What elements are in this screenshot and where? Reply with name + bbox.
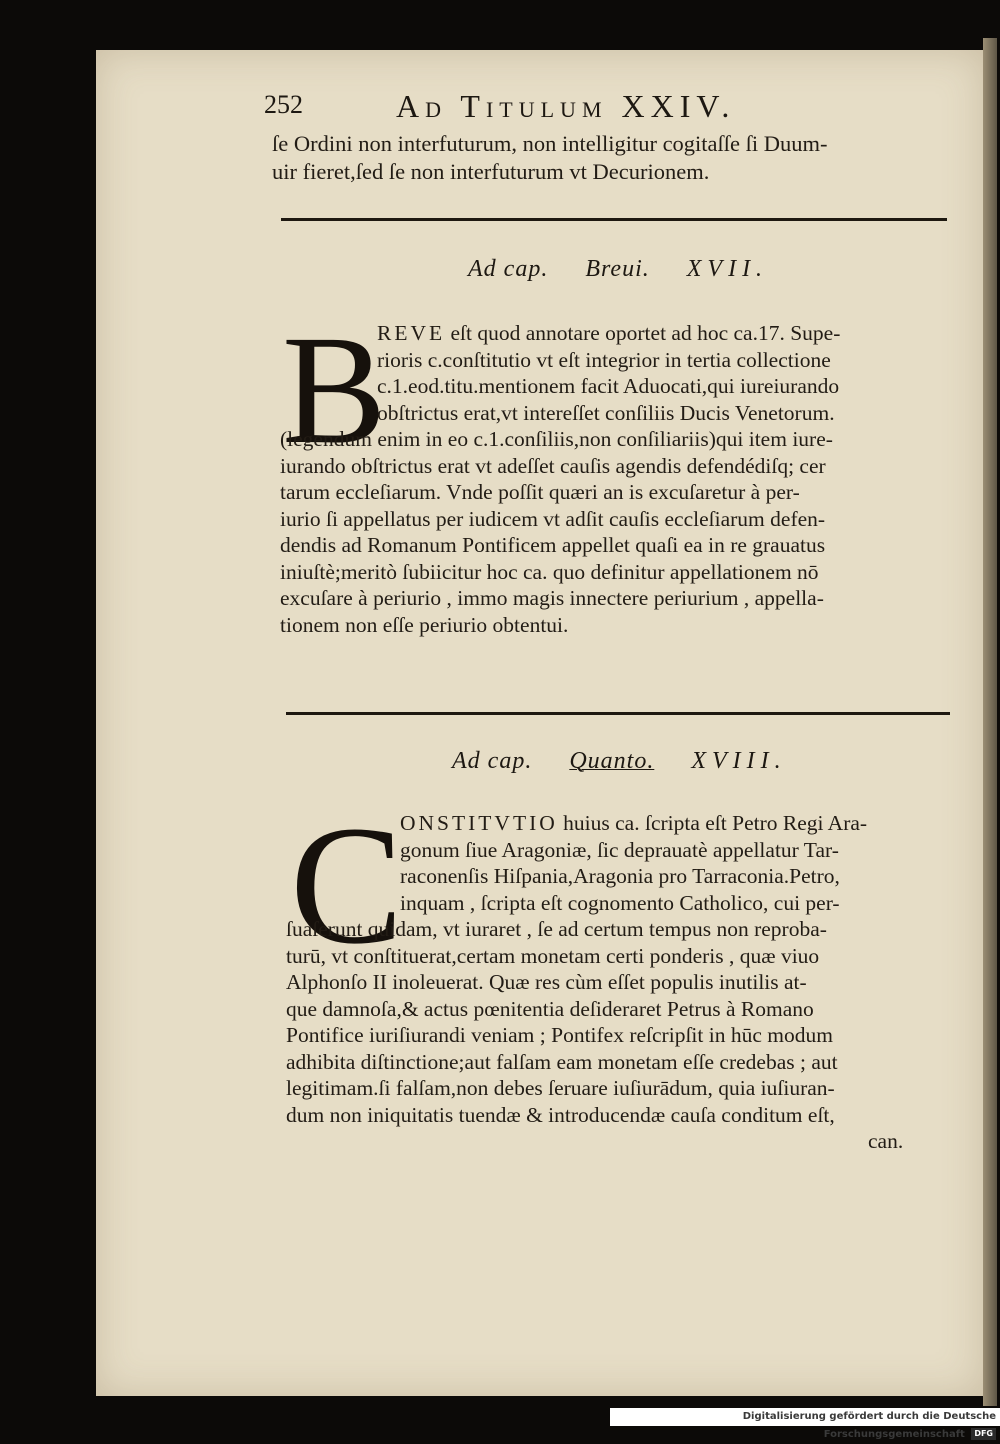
running-title: Ad Titulum XXIV. <box>396 88 736 124</box>
heading-ad-cap: Ad cap. <box>452 748 533 774</box>
section1-body-full <box>280 426 833 638</box>
section2-body <box>400 810 867 916</box>
text-line: inquam , ſcripta eſt cognomento Catholico, cui per- <box>400 890 840 915</box>
text-line: (legendum enim in eo c.1.conſiliis,non conſiliariis)qui item iure- <box>280 427 833 451</box>
text-line: Alphonſo II inoleuerat. Quæ res cùm eſſet populis inutilis at- <box>286 970 807 994</box>
section-rule <box>281 218 947 221</box>
text-line: iurando obſtrictus erat vt adeſſet cauſis agendis defendédiſq; cer <box>280 453 826 478</box>
text-line: dendis ad Romanum Pontificem appellet quaſi ea in re grauatus <box>280 533 826 557</box>
text-line: REVE eſt quod annotare oportet ad hoc ca.17. Supe- <box>377 321 841 345</box>
text-line: ſuaſerunt quidam, vt iuraret , ſe ad certum tempus non reproba- <box>286 917 827 941</box>
drop-cap: B <box>282 303 387 476</box>
text-line: uir fieret,ſed ſe non interfuturum vt Decurionem. <box>272 159 710 184</box>
text-line: excuſare à periurio , immo magis innectere periurium , appella- <box>280 586 824 610</box>
drop-cap: C <box>290 791 404 979</box>
heading-title: Breui. <box>585 256 650 282</box>
page-number: 252 <box>264 90 303 119</box>
heading-title: Quanto. <box>569 748 655 774</box>
digitization-footer <box>610 1408 1000 1440</box>
text-line: adhibita diſtinctione;aut falſam eam monetam eſſe credebas ; aut <box>286 1049 838 1074</box>
text-line: Pontifice iuriſiurandi veniam ; Pontifex reſcripſit in hūc modum <box>286 1023 833 1047</box>
text-line: raconenſis Hiſpania,Aragonia pro Tarraconia.Petro, <box>400 864 840 888</box>
page-header <box>96 90 983 134</box>
section1-body <box>377 320 840 426</box>
heading-chapter-number: XVII. <box>686 256 769 282</box>
text-line: rioris c.conſtitutio vt eſt integrior in tertia collectione <box>377 347 831 372</box>
section-heading <box>452 748 787 775</box>
footer-text: Digitalisierung gefördert durch die Deutsche Forschungsgemeinschaft <box>742 1411 996 1440</box>
text-line: turū, vt conſtituerat,certam monetam certi ponderis , quæ viuo <box>286 943 820 968</box>
continuation-text <box>272 130 828 186</box>
text-line: obſtrictus erat,vt intereſſet conſiliis Ducis Venetorum. <box>377 400 835 425</box>
heading-ad-cap: Ad cap. <box>468 256 549 282</box>
section-rule <box>286 712 950 715</box>
text-line: dum non iniquitatis tuendæ & introducendæ cauſa conditum eſt, <box>286 1102 835 1127</box>
book-page <box>96 50 983 1396</box>
text-line: iurio ſi appellatus per iudicem vt adſit cauſis eccleſiarum defen- <box>280 506 826 531</box>
text-line: ONSTITVTIO huius ca. ſcripta eſt Petro Regi Ara- <box>400 811 868 835</box>
text-line: que damnoſa,& actus pœnitentia deſideraret Petrus à Romano <box>286 996 814 1021</box>
lead-word: REVE <box>377 321 446 345</box>
section2-body-full <box>286 916 838 1128</box>
dfg-logo-icon: DFG <box>971 1428 996 1440</box>
text-line: iniuſtè;meritò ſubiicitur hoc ca. quo definitur appellationem nō <box>280 559 819 584</box>
book-edge <box>983 38 997 1406</box>
text-line: tarum eccleſiarum. Vnde poſſit quæri an is excuſaretur à per- <box>280 480 800 504</box>
lead-word: ONSTITVTIO <box>400 811 558 835</box>
section-heading <box>468 256 768 283</box>
catchword: can. <box>868 1129 904 1153</box>
heading-chapter-number: XVIII. <box>691 748 787 774</box>
text-line: ſe Ordini non interfuturum, non intelligitur cogitaſſe ſi Duum- <box>272 131 828 156</box>
text-line: legitimam.ſi falſam,non debes ſeruare iuſiurādum, quia iuſiuran- <box>286 1076 835 1100</box>
text-line: gonum ſiue Aragoniæ, ſic deprauatè appellatur Tar- <box>400 837 839 862</box>
text-line: c.1.eod.titu.mentionem facit Aduocati,qui iureiurando <box>377 374 840 398</box>
text-line: tionem non eſſe periurio obtentui. <box>280 612 569 637</box>
